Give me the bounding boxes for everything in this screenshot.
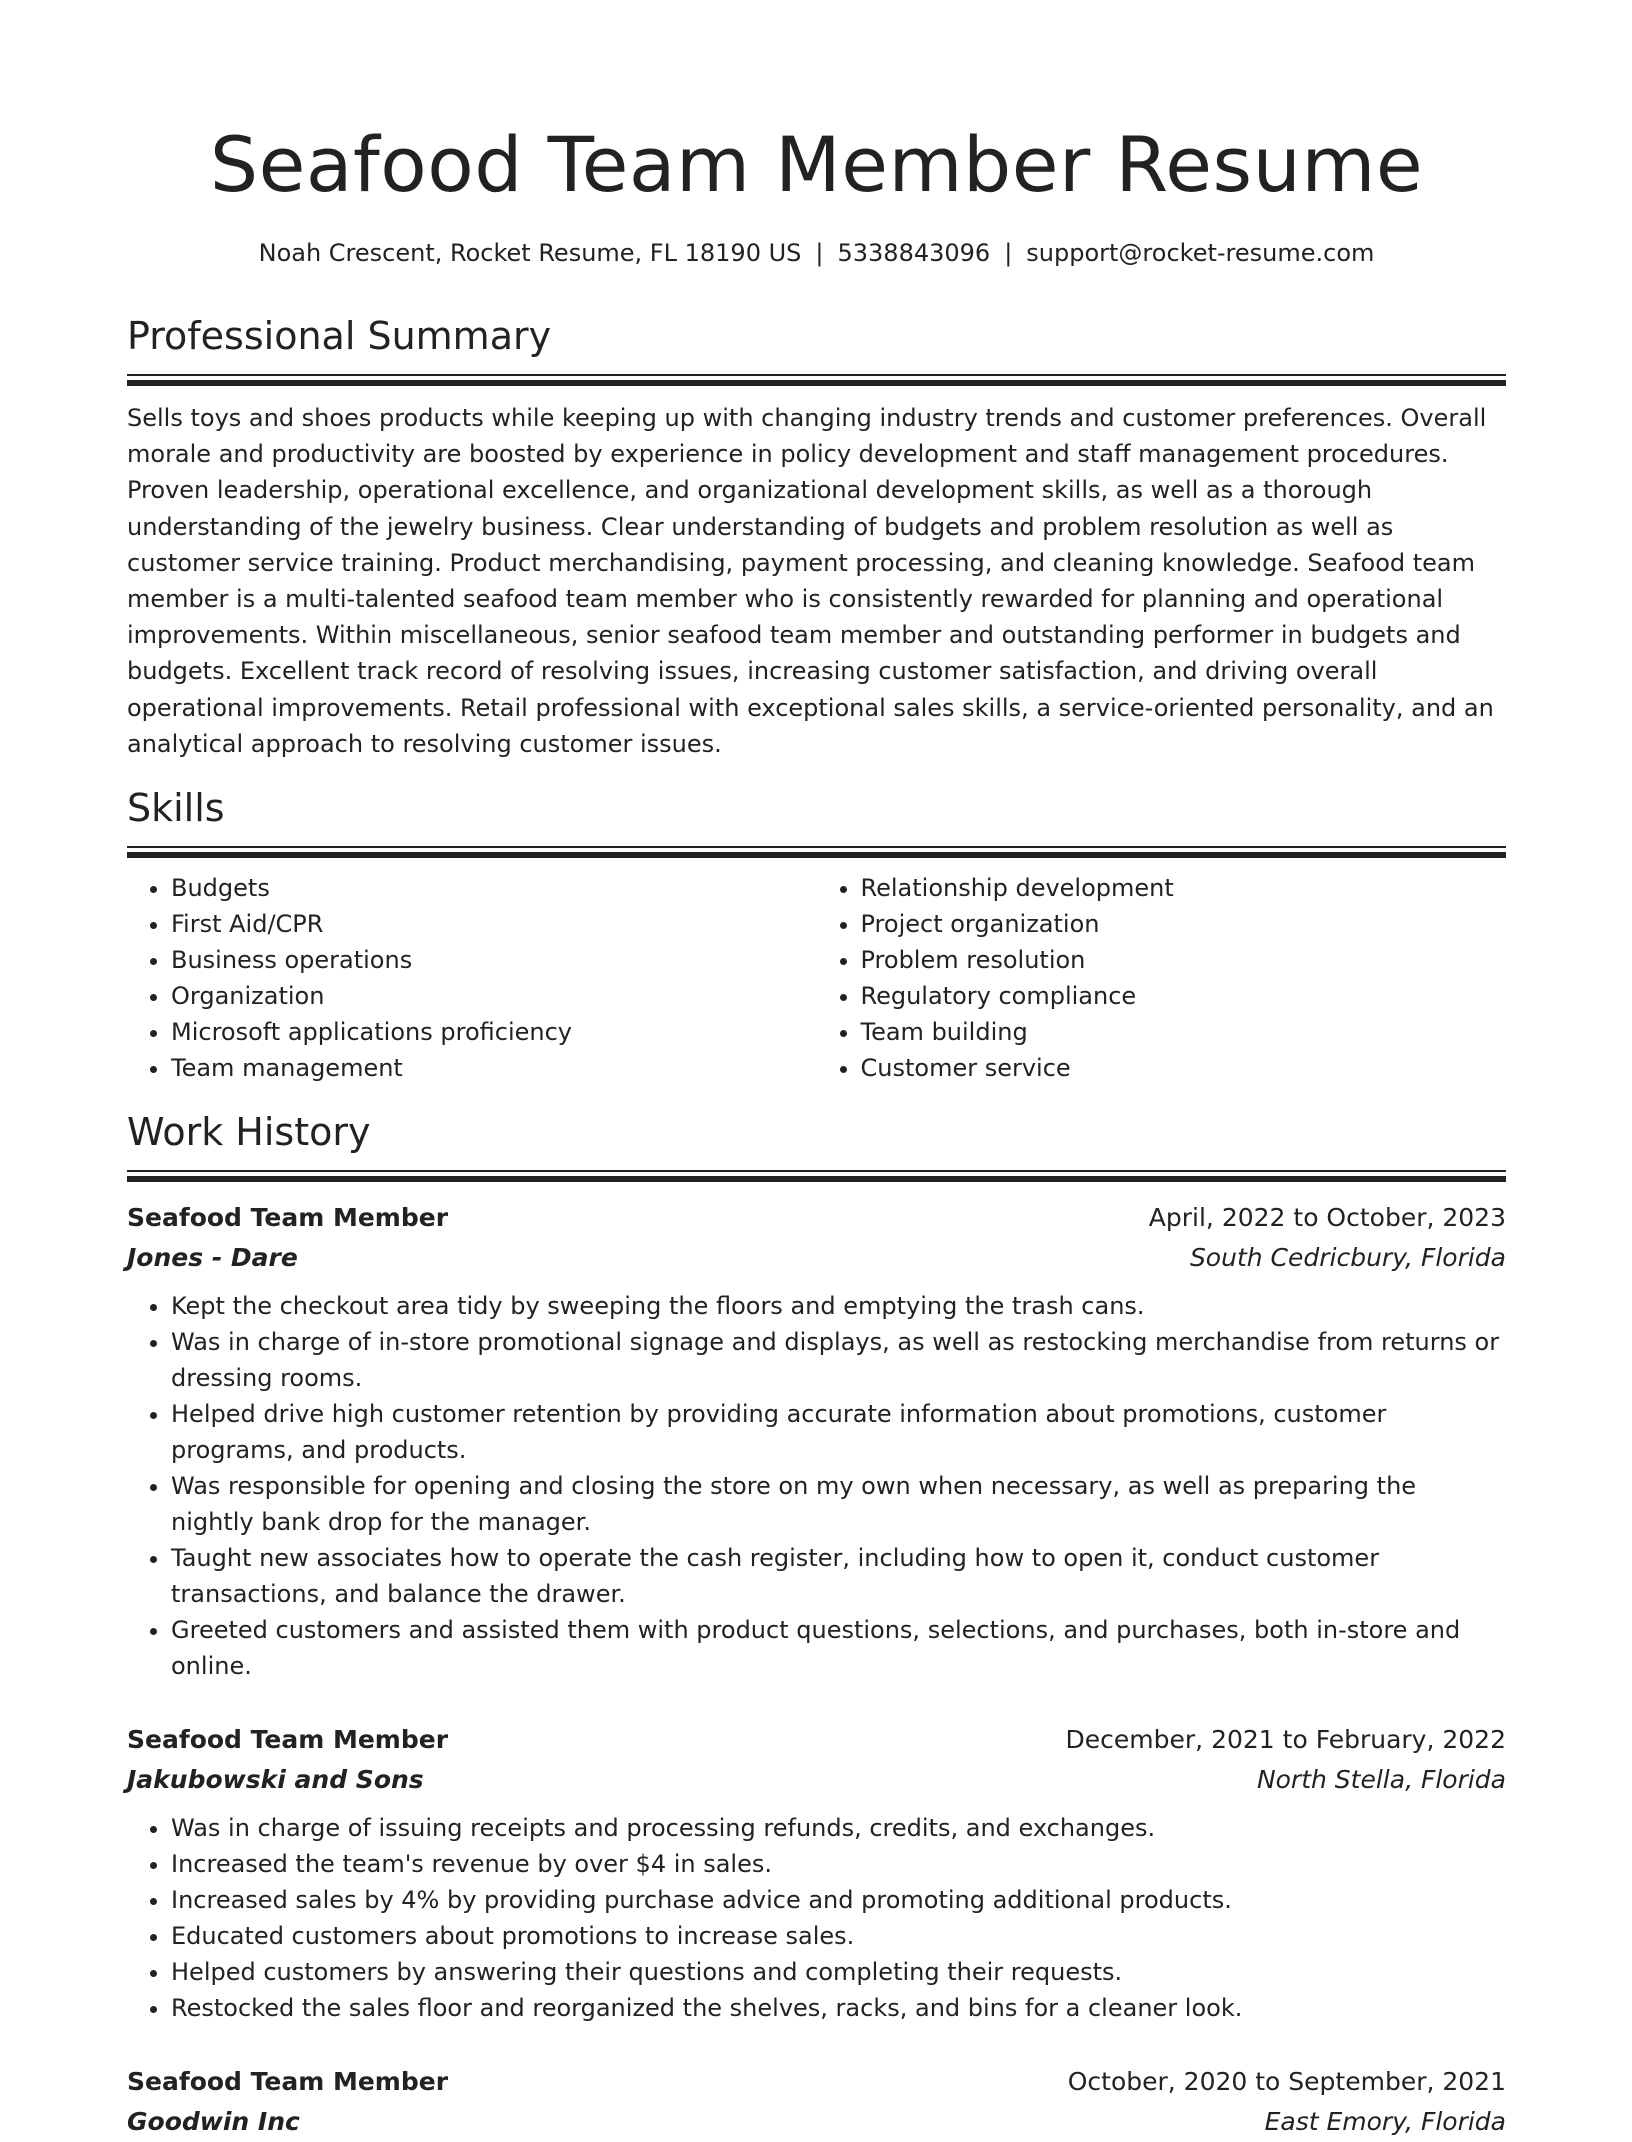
section-divider xyxy=(127,846,1506,858)
job-entry xyxy=(127,1198,1506,1684)
summary-heading: Professional Summary xyxy=(127,314,552,358)
job-duties-list xyxy=(127,1810,1506,2026)
skill-item: • Problem resolution xyxy=(861,942,1507,978)
job-duty: • Increased sales by 4% by providing purchase advice and promoting additional products. xyxy=(171,1882,1506,1918)
contact-separator: | xyxy=(1004,239,1013,267)
job-duty: • Increased the team's revenue by over $4 in sales. xyxy=(171,1846,1506,1882)
skill-item: • Budgets xyxy=(171,870,817,906)
skill-item: • Team management xyxy=(171,1050,817,1086)
job-dates: December, 2021 to February, 2022 xyxy=(1065,1725,1506,1755)
work-history-section xyxy=(127,1108,1506,2142)
job-duty: • Kept the checkout area tidy by sweeping the floors and emptying the trash cans. xyxy=(171,1288,1506,1324)
job-duty: • Helped drive high customer retention by providing accurate information about promotions, customer programs, and products. xyxy=(171,1396,1506,1468)
job-location: North Stella, Florida xyxy=(1256,1765,1506,1795)
job-title: Seafood Team Member xyxy=(127,1203,449,1233)
contact-address: Noah Crescent, Rocket Resume, FL 18190 US xyxy=(258,239,802,267)
job-location: East Emory, Florida xyxy=(1264,2107,1506,2137)
skills-columns xyxy=(127,870,1506,1086)
skills-left-list xyxy=(127,870,817,1086)
skill-item: • Regulatory compliance xyxy=(861,978,1507,1014)
job-dates: October, 2020 to September, 2021 xyxy=(1067,2067,1506,2097)
job-duty: • Was in charge of in-store promotional signage and displays, as well as restocking merchandise from returns or dressing rooms. xyxy=(171,1324,1506,1396)
skill-item: • First Aid/CPR xyxy=(171,906,817,942)
job-dates: April, 2022 to October, 2023 xyxy=(1148,1203,1506,1233)
skills-heading: Skills xyxy=(127,786,225,831)
work-history-heading: Work History xyxy=(127,1110,371,1155)
skill-item: • Microsoft applications proficiency xyxy=(171,1014,817,1050)
section-divider xyxy=(127,1170,1506,1182)
job-duty: • Helped customers by answering their questions and completing their requests. xyxy=(171,1954,1506,1990)
job-duty: • Taught new associates how to operate the cash register, including how to open it, conduct customer transactions, and balance the drawer. xyxy=(171,1540,1506,1612)
skills-section xyxy=(127,784,1506,1086)
contact-phone: 5338843096 xyxy=(837,239,991,267)
job-company: Jones - Dare xyxy=(127,1243,298,1273)
skill-item: • Organization xyxy=(171,978,817,1014)
job-title: Seafood Team Member xyxy=(127,1725,449,1755)
job-duty: • Was in charge of issuing receipts and processing refunds, credits, and exchanges. xyxy=(171,1810,1506,1846)
job-duty: • Was responsible for opening and closing the store on my own when necessary, as well as preparing the nightly bank drop for the manager. xyxy=(171,1468,1506,1540)
contact-email: support@rocket-resume.com xyxy=(1026,239,1375,267)
job-company-row xyxy=(127,1760,1506,1800)
section-divider xyxy=(127,374,1506,386)
summary-text: Sells toys and shoes products while keeping up with changing industry trends and customer preferences. Overall morale and productivity are boosted by experience in policy development and staff management procedures. Proven leadership, operational excellence, and organizational development skills, as well as a thorough understanding of the jewelry business. Clear understanding of budgets and problem resolution as well as customer service training. Product merchandising, payment processing, and cleaning knowledge. Seafood team member is a multi-talented seafood team member who is consistently rewarded for planning and operational improvements. Within miscellaneous, senior seafood team member and outstanding performer in budgets and budgets. Excellent track record of resolving issues, increasing customer satisfaction, and driving overall operational improvements. Retail professional with exceptional sales skills, a service-oriented personality, and an analytical approach to resolving customer issues. xyxy=(127,404,1494,758)
resume-title: Seafood Team Member Resume xyxy=(209,120,1424,209)
job-company: Goodwin Inc xyxy=(127,2107,300,2137)
job-header-row xyxy=(127,1198,1506,1238)
skill-item: • Customer service xyxy=(861,1050,1507,1086)
skill-item: • Relationship development xyxy=(861,870,1507,906)
skill-item: • Team building xyxy=(861,1014,1507,1050)
contact-separator: | xyxy=(815,239,824,267)
job-title: Seafood Team Member xyxy=(127,2067,449,2097)
job-company: Jakubowski and Sons xyxy=(127,1765,424,1795)
summary-section xyxy=(127,312,1506,762)
job-company-row xyxy=(127,2102,1506,2142)
job-duty: • Educated customers about promotions to increase sales. xyxy=(171,1918,1506,1954)
job-duty: • Restocked the sales floor and reorganized the shelves, racks, and bins for a cleaner look. xyxy=(171,1990,1506,2026)
skill-item: • Project organization xyxy=(861,906,1507,942)
job-entry xyxy=(127,1720,1506,2026)
job-location: South Cedricbury, Florida xyxy=(1189,1243,1506,1273)
job-entry xyxy=(127,2062,1506,2142)
job-duties-list xyxy=(127,1288,1506,1684)
job-company-row xyxy=(127,1238,1506,1278)
contact-line xyxy=(127,236,1506,270)
job-header-row xyxy=(127,2062,1506,2102)
skills-right-list xyxy=(817,870,1507,1086)
job-duty: • Greeted customers and assisted them with product questions, selections, and purchases, both in-store and online. xyxy=(171,1612,1506,1684)
job-header-row xyxy=(127,1720,1506,1760)
skill-item: • Business operations xyxy=(171,942,817,978)
